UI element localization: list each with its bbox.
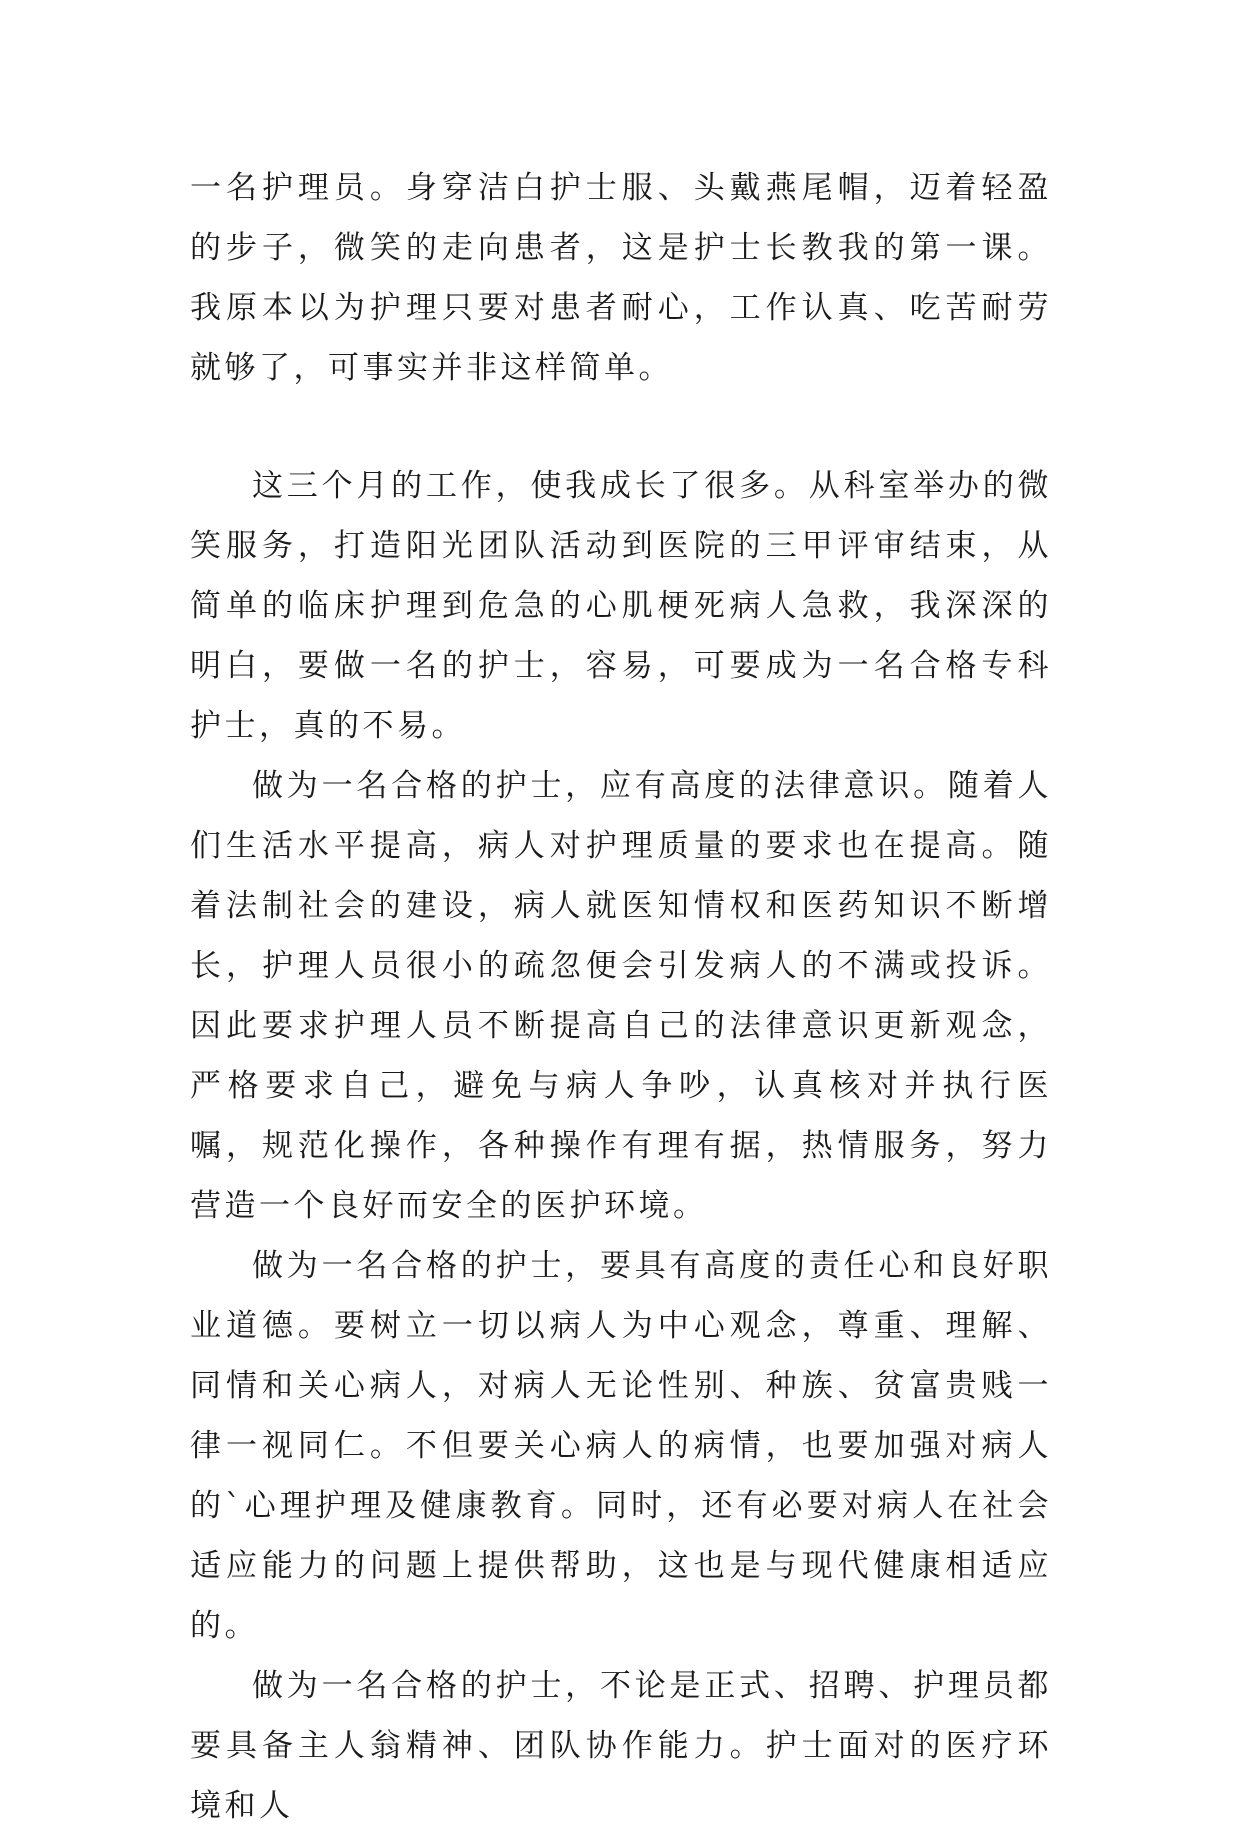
paragraph-gap	[190, 398, 1052, 456]
paragraph-5: 做为一名合格的护士，不论是正式、招聘、护理员都要具备主人翁精神、团队协作能力。护士面对的医疗环境和人	[190, 1668, 1052, 1824]
paragraph-4: 做为一名合格的护士，要具有高度的责任心和良好职业道德。要树立一切以病人为中心观念，尊重、理解、同情和关心病人，对病人无论性别、种族、贫富贵贱一律一视同仁。不但要关心病人的病情，也要加强对病人的`心理护理及健康教育。同时，还有必要对病人在社会适应能力的问题上提供帮助，这也是与现代健康相适应的。	[190, 1248, 1052, 1644]
paragraph-2: 这三个月的工作，使我成长了很多。从科室举办的微笑服务，打造阳光团队活动到医院的三甲评审结束，从简单的临床护理到危急的心肌梗死病人急救，我深深的明白，要做一名的护士，容易，可要成为一名合格专科护士，真的不易。	[190, 468, 1052, 744]
paragraph-1: 一名护理员。身穿洁白护士服、头戴燕尾帽，迈着轻盈的步子，微笑的走向患者，这是护士长教我的第一课。我原本以为护理只要对患者耐心，工作认真、吃苦耐劳就够了，可事实并非这样简单。	[190, 170, 1052, 386]
body-text	[190, 158, 1052, 1836]
paragraph-3: 做为一名合格的护士，应有高度的法律意识。随着人们生活水平提高，病人对护理质量的要求也在提高。随着法制社会的建设，病人就医知情权和医药知识不断增长，护理人员很小的疏忽便会引发病人的不满或投诉。因此要求护理人员不断提高自己的法律意识更新观念，严格要求自己，避免与病人争吵，认真核对并执行医嘱，规范化操作，各种操作有理有据，热情服务，努力营造一个良好而安全的医护环境。	[190, 768, 1052, 1224]
